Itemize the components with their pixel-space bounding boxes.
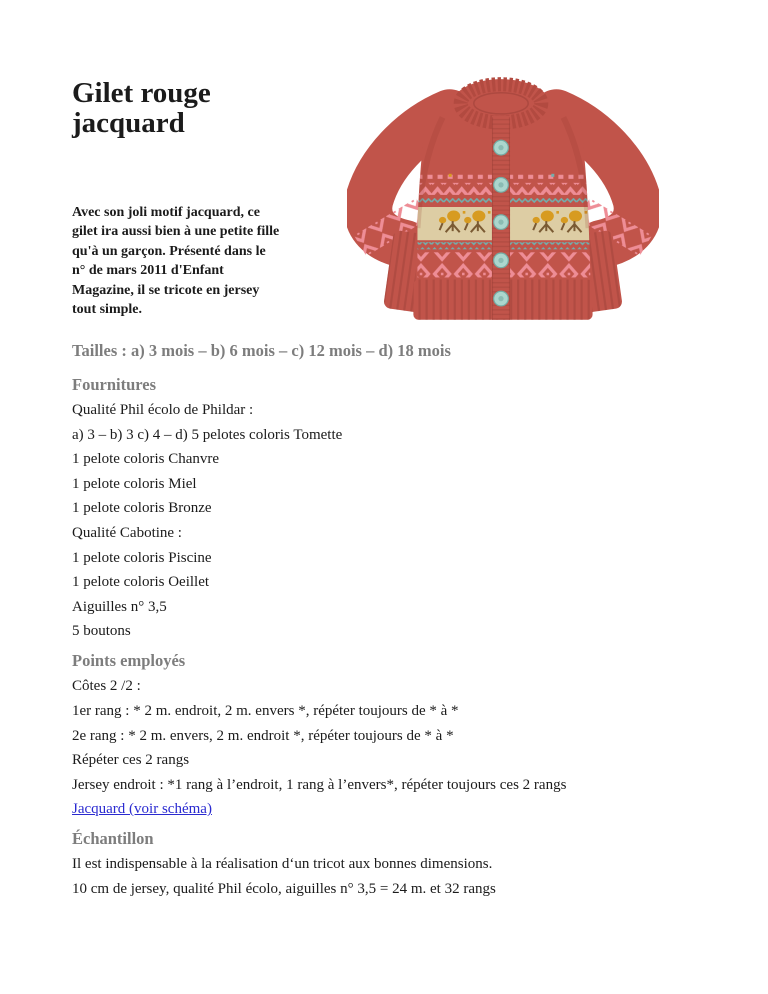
section-heading-echantillon: Échantillon	[72, 829, 154, 849]
text-line	[72, 800, 696, 819]
text-line: 1 pelote coloris Chanvre	[72, 451, 220, 468]
jacquard-schema-link[interactable]: Jacquard (voir schéma)	[72, 801, 212, 818]
intro-paragraph	[72, 203, 317, 319]
page-title	[72, 78, 352, 138]
button	[494, 291, 509, 306]
section-heading-fournitures: Fournitures	[72, 375, 157, 394]
section-heading-points-employes: Points employés	[72, 651, 186, 671]
text-line: Il est indispensable à la réalisation d‘un tricot aux bonnes dimensions.	[72, 856, 493, 873]
intro-line: tout simple.	[72, 302, 142, 318]
text-line: Qualité Phil écolo de Phildar :	[72, 402, 254, 418]
cardigan-illustration	[347, 77, 659, 335]
intro-line: Avec son joli motif jacquard, ce	[72, 205, 260, 220]
intro-line: gilet ira aussi bien à une petite fille	[72, 224, 280, 240]
title-line: Gilet rouge	[72, 77, 211, 109]
intro-line: Magazine, il se tricote en jersey	[72, 282, 260, 298]
text-line: Côtes 2 /2 :	[72, 678, 141, 695]
text-line: 5 boutons	[72, 623, 131, 640]
intro-line: qu'à un garçon. Présenté dans le	[72, 243, 266, 259]
text-line: Répéter ces 2 rangs	[72, 752, 190, 769]
button	[494, 140, 509, 155]
text-line: 1er rang : * 2 m. endroit, 2 m. envers *, répéter toujours de * à *	[72, 702, 459, 719]
title-line: jacquard	[72, 107, 185, 139]
button	[494, 253, 509, 268]
text-line: 1 pelote coloris Bronze	[72, 500, 212, 517]
text-line: 1 pelote coloris Miel	[72, 475, 197, 492]
text-line: Qualité Cabotine :	[72, 524, 182, 541]
sizes-line: Tailles : a) 3 mois – b) 6 mois – c) 12 mois – d) 18 mois	[72, 341, 451, 360]
button	[494, 178, 509, 193]
text-line: 10 cm de jersey, qualité Phil écolo, aiguilles n° 3,5 = 24 m. et 32 rangs	[72, 880, 496, 897]
text-line: Aiguilles n° 3,5	[72, 598, 167, 615]
text-line: 1 pelote coloris Piscine	[72, 549, 212, 566]
cardigan-photo	[347, 77, 659, 335]
intro-line: n° de mars 2011 d'Enfant	[72, 263, 224, 279]
button	[494, 215, 509, 230]
pattern-content	[72, 341, 696, 905]
text-line: a) 3 – b) 3 c) 4 – d) 5 pelotes coloris Tomette	[72, 426, 343, 443]
text-line: 2e rang : * 2 m. envers, 2 m. endroit *, répéter toujours de * à *	[72, 727, 454, 744]
text-line: Jersey endroit : *1 rang à l’endroit, 1 rang à l’envers*, répéter toujours ces 2 rangs	[72, 776, 567, 793]
text-line: 1 pelote coloris Oeillet	[72, 574, 210, 591]
